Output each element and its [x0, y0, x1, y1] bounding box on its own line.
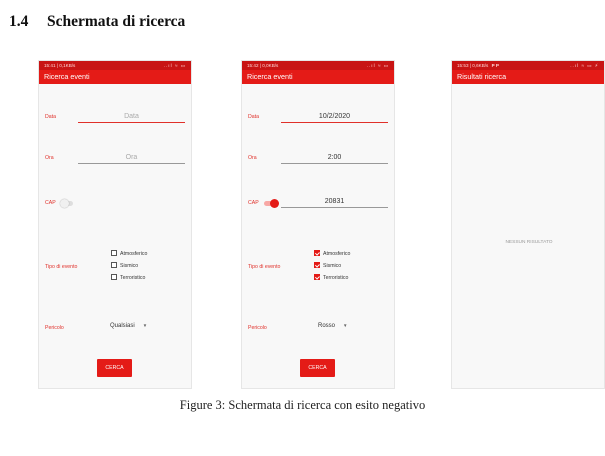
data-field[interactable]: 10/2/2020	[281, 112, 388, 123]
dropdown-arrow-icon: ▼	[343, 323, 348, 328]
checkbox-box	[314, 274, 320, 280]
checkbox-atmosferico[interactable]	[111, 250, 147, 259]
checkbox-terroristico[interactable]	[111, 274, 145, 283]
cap-toggle[interactable]	[61, 201, 73, 206]
tipo-evento-label: Tipo di evento	[45, 264, 78, 270]
status-icons: ..ıl ≈ ▭	[163, 63, 186, 68]
checkbox-label: Terroristico	[120, 275, 146, 281]
ora-label: Ora	[248, 155, 257, 161]
checkbox-box	[111, 262, 117, 268]
phone-screen-results	[451, 60, 605, 389]
data-label: Data	[248, 114, 259, 120]
section-heading	[9, 13, 185, 31]
data-field[interactable]: Data	[78, 112, 185, 123]
status-time: 15:42 | 0,0KB/s	[247, 63, 279, 68]
cap-label: CAP	[248, 200, 259, 206]
checkbox-sismico[interactable]	[314, 262, 341, 271]
checkbox-label: Sismico	[323, 263, 342, 269]
checkbox-label: Sismico	[120, 263, 139, 269]
dropdown-arrow-icon: ▼	[142, 323, 148, 328]
ora-field[interactable]: Ora	[78, 153, 185, 164]
phone-screen-search-empty	[38, 60, 192, 389]
pericolo-value: Qualsiasi	[110, 323, 135, 329]
status-bar	[39, 61, 191, 70]
app-bar-title: Ricerca eventi	[39, 70, 191, 84]
cap-toggle[interactable]	[264, 201, 276, 206]
pericolo-label: Pericolo	[45, 325, 64, 331]
tipo-evento-label: Tipo di evento	[248, 264, 281, 270]
status-time: 15:53 | 0,6KB/s	[457, 63, 489, 68]
toggle-knob	[270, 199, 279, 208]
pericolo-label: Pericolo	[248, 325, 267, 331]
phone-screen-search-filled	[241, 60, 395, 389]
status-icons: ..ıl ≈ ▭	[366, 63, 389, 68]
figure-caption: Figure 3: Schermata di ricerca con esito negativo	[179, 398, 426, 412]
checkbox-box	[111, 274, 117, 280]
ora-label: Ora	[45, 155, 54, 161]
checkbox-terroristico[interactable]	[314, 274, 348, 283]
cap-field[interactable]: 20831	[281, 197, 388, 208]
cap-label: CAP	[45, 200, 56, 206]
checkbox-label: Atmosferico	[323, 251, 351, 257]
pericolo-dropdown[interactable]	[110, 323, 147, 329]
status-icons: ..ıl ≈ ▭ ⚡	[570, 63, 599, 68]
data-label: Data	[45, 114, 56, 120]
checkbox-label: Atmosferico	[120, 251, 148, 257]
app-bar-title: Risultati ricerca	[452, 70, 604, 84]
checkbox-label: Terroristico	[323, 275, 349, 281]
checkbox-box	[314, 250, 320, 256]
app-bar-title: Ricerca eventi	[242, 70, 394, 84]
status-notification-icons: P P	[491, 63, 499, 68]
toggle-knob	[60, 199, 69, 208]
status-time: 15:41 | 0,1KB/s	[44, 63, 76, 68]
section-number: 1.4	[9, 13, 29, 30]
checkbox-atmosferico[interactable]	[314, 250, 350, 259]
empty-results-message: NESSUN RISULTATO	[505, 240, 553, 245]
checkbox-box	[314, 262, 320, 268]
section-title: Schermata di ricerca	[47, 13, 186, 30]
pericolo-value: Rosso	[318, 323, 336, 329]
status-bar	[452, 61, 604, 70]
checkbox-sismico[interactable]	[111, 262, 138, 271]
pericolo-dropdown[interactable]	[318, 323, 347, 329]
checkbox-box	[111, 250, 117, 256]
status-bar	[242, 61, 394, 70]
cerca-button[interactable]: CERCA	[97, 359, 132, 377]
cerca-button[interactable]: CERCA	[300, 359, 335, 377]
ora-field[interactable]: 2:00	[281, 153, 388, 164]
